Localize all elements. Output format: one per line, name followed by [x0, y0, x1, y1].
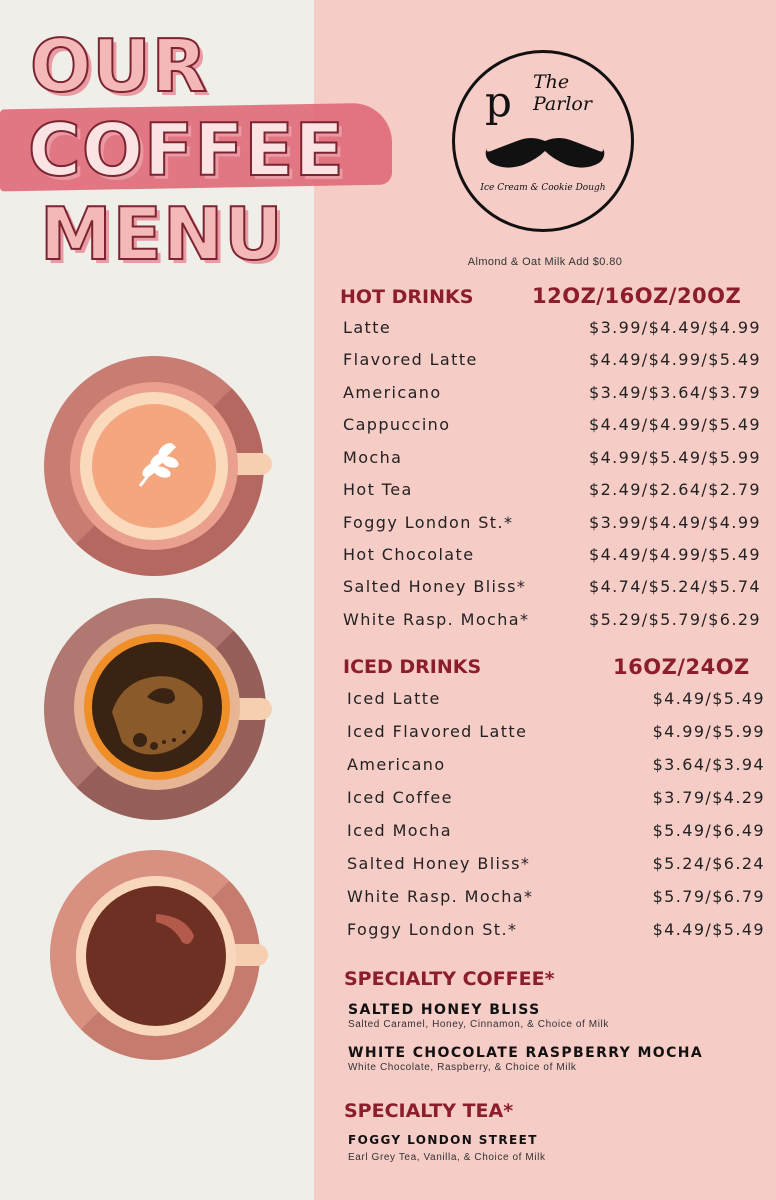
item-price: $4.49/$5.49	[652, 920, 765, 939]
item-price: $2.49/$2.64/$2.79	[589, 480, 761, 499]
item-name: Iced Latte	[347, 689, 441, 708]
item-price: $3.79/$4.29	[652, 788, 765, 807]
item-name: Cappuccino	[343, 415, 451, 434]
menu-row	[343, 513, 761, 537]
iced-drinks-sizes: 16OZ/24OZ	[613, 655, 750, 679]
logo-name: The Parlor	[533, 71, 592, 115]
item-name: Foggy London St.*	[343, 513, 514, 532]
item-name: Foggy London St.*	[347, 920, 518, 939]
logo-tagline: Ice Cream & Cookie Dough	[480, 183, 606, 193]
menu-row	[343, 610, 761, 634]
menu-row	[347, 722, 765, 746]
menu-row	[343, 545, 761, 569]
hot-drinks-heading: HOT DRINKS	[340, 286, 474, 308]
item-name: Flavored Latte	[343, 350, 478, 369]
title-line-2: COFFEE	[28, 108, 345, 192]
item-name: Americano	[347, 755, 446, 774]
menu-row	[343, 448, 761, 472]
title-line-1: OUR	[30, 24, 209, 108]
item-price: $4.49/$4.99/$5.49	[589, 350, 761, 369]
specialty-item-name: WHITE CHOCOLATE RASPBERRY MOCHA	[348, 1045, 704, 1061]
specialty-tea-heading: SPECIALTY TEA*	[344, 1100, 514, 1122]
menu-row	[347, 788, 765, 812]
menu-row	[347, 854, 765, 878]
item-name: Hot Tea	[343, 480, 413, 499]
item-price: $4.74/$5.24/$5.74	[589, 577, 761, 596]
item-name: Iced Flavored Latte	[347, 722, 528, 741]
item-price: $4.99/$5.99	[652, 722, 765, 741]
item-price: $4.49/$5.49	[652, 689, 765, 708]
crema-foam-icon	[92, 642, 222, 772]
item-price: $4.99/$5.49/$5.99	[589, 448, 761, 467]
item-name: Americano	[343, 383, 442, 402]
item-price: $3.99/$4.49/$4.99	[589, 318, 761, 337]
item-name: White Rasp. Mocha*	[343, 610, 530, 629]
logo-letter: p	[485, 77, 512, 126]
specialty-coffee-heading: SPECIALTY COFFEE*	[344, 968, 555, 990]
menu-row	[347, 920, 765, 944]
menu-row	[343, 480, 761, 504]
item-price: $4.49/$4.99/$5.49	[589, 545, 761, 564]
item-price: $5.79/$6.79	[652, 887, 765, 906]
title-line-3: MENU	[40, 192, 284, 276]
item-price: $5.24/$6.24	[652, 854, 765, 873]
menu-row	[343, 383, 761, 407]
specialty-item-desc: Earl Grey Tea, Vanilla, & Choice of Milk	[348, 1152, 546, 1163]
coffee-reflection-icon	[86, 886, 226, 1026]
menu-row	[347, 689, 765, 713]
specialty-item-name: FOGGY LONDON STREET	[348, 1133, 538, 1147]
item-name: Iced Coffee	[347, 788, 453, 807]
menu-row	[343, 318, 761, 342]
item-name: Iced Mocha	[347, 821, 452, 840]
menu-row	[343, 415, 761, 439]
mustache-icon	[483, 133, 607, 173]
item-name: Salted Honey Bliss*	[347, 854, 531, 873]
item-price: $3.64/$3.94	[652, 755, 765, 774]
leaf-latte-art-icon	[130, 436, 180, 496]
item-price: $5.49/$6.49	[652, 821, 765, 840]
hot-drinks-sizes: 12OZ/16OZ/20OZ	[532, 284, 742, 308]
specialty-item-desc: White Chocolate, Raspberry, & Choice of Milk	[348, 1062, 577, 1073]
item-price: $4.49/$4.99/$5.49	[589, 415, 761, 434]
menu-row	[343, 577, 761, 601]
item-name: Mocha	[343, 448, 403, 467]
item-name: Salted Honey Bliss*	[343, 577, 527, 596]
the-parlor-logo	[452, 50, 634, 232]
menu-row	[347, 887, 765, 911]
menu-row	[347, 755, 765, 779]
item-price: $3.49/$3.64/$3.79	[589, 383, 761, 402]
item-price: $5.29/$5.79/$6.29	[589, 610, 761, 629]
menu-row	[343, 350, 761, 374]
item-name: Hot Chocolate	[343, 545, 475, 564]
milk-note: Almond & Oat Milk Add $0.80	[467, 256, 623, 268]
item-name: Latte	[343, 318, 392, 337]
item-name: White Rasp. Mocha*	[347, 887, 534, 906]
item-price: $3.99/$4.49/$4.99	[589, 513, 761, 532]
specialty-item-name: SALTED HONEY BLISS	[348, 1002, 541, 1018]
specialty-item-desc: Salted Caramel, Honey, Cinnamon, & Choice of Milk	[348, 1019, 609, 1030]
iced-drinks-heading: ICED DRINKS	[343, 656, 482, 678]
menu-row	[347, 821, 765, 845]
